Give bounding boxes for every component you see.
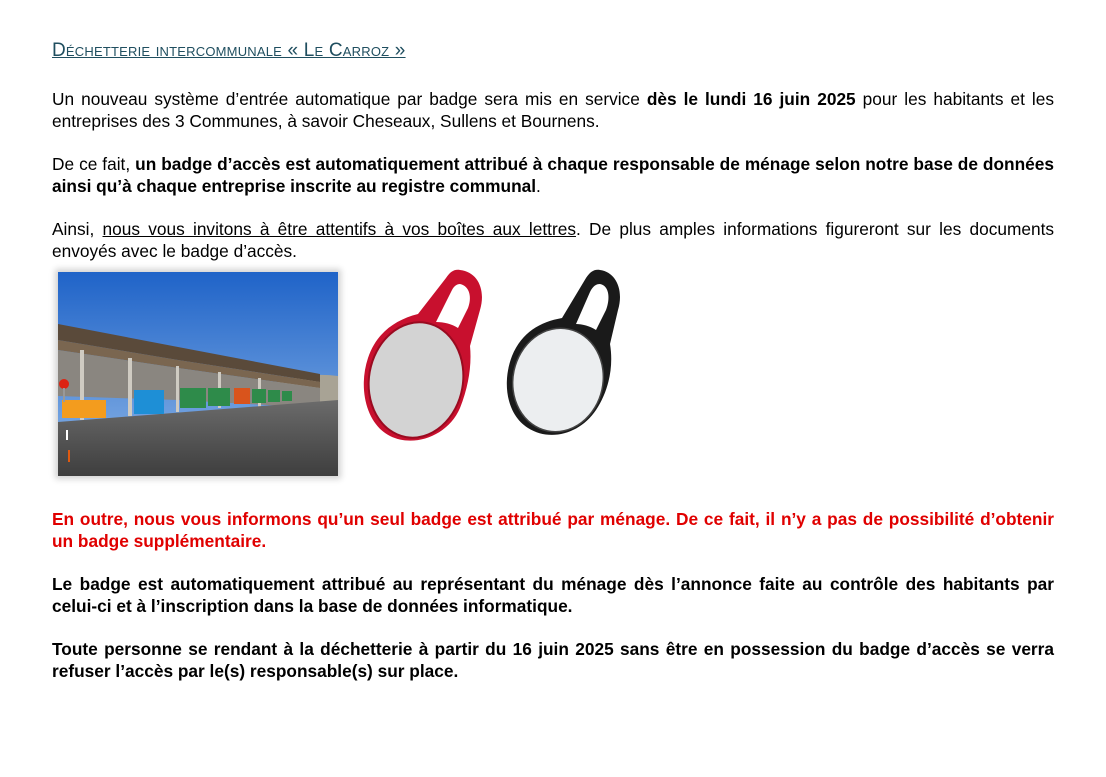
black-badge-icon <box>500 268 628 444</box>
mailbox-text-c: . De plus amples informations figureront sur les documents envoyés avec le badge d’accès. <box>52 219 1055 261</box>
paragraph-attribution-rule: Le badge est automatiquement attribué au représentant du ménage dès l’annonce faite au contrôle des habitants par celui-ci et à l’inscription dans la base de données informatique. <box>52 574 1054 616</box>
document-title: Déchetterie intercommunale « Le Carroz » <box>52 40 406 61</box>
mailbox-text-a: Ainsi, <box>52 219 103 239</box>
attribution-text-c: . <box>536 176 541 196</box>
paragraph-access-refusal: Toute personne se rendant à la déchetterie à partir du 16 juin 2025 sans être en possession du badge d’accès se verra refuser l’accès par le(s) responsable(s) sur place. <box>52 639 1054 681</box>
attribution-bold: un badge d’accès est automatiquement attribué à chaque responsable de ménage selon notre base de données ainsi qu’à chaque entreprise inscrite au registre communal <box>52 154 1054 196</box>
document-page <box>52 40 1054 682</box>
paragraph-badge-attribution <box>52 153 1054 197</box>
intro-text-a: Un nouveau système d’entrée automatique par badge sera mis en service <box>52 89 647 109</box>
mailbox-underlined: nous vous invitons à être attentifs à vos boîtes aux lettres <box>102 219 576 239</box>
attribution-text-a: De ce fait, <box>52 154 136 174</box>
paragraph-one-badge-warning: En outre, nous vous informons qu’un seul badge est attribué par ménage. De ce fait, il n’y a pas de possibilité d’obtenir un badge supplémentaire. <box>52 509 1054 551</box>
recycling-center-photo <box>58 272 338 476</box>
red-badge-icon <box>360 268 492 446</box>
image-row <box>52 268 1054 516</box>
intro-text-c: pour les habitants et les entreprises des 3 Communes, à savoir Cheseaux, Sullens et Bournens. <box>52 89 1054 131</box>
intro-date: dès le lundi 16 juin 2025 <box>646 89 856 109</box>
paragraph-intro <box>52 88 1054 132</box>
paragraph-mailbox <box>52 218 1054 262</box>
